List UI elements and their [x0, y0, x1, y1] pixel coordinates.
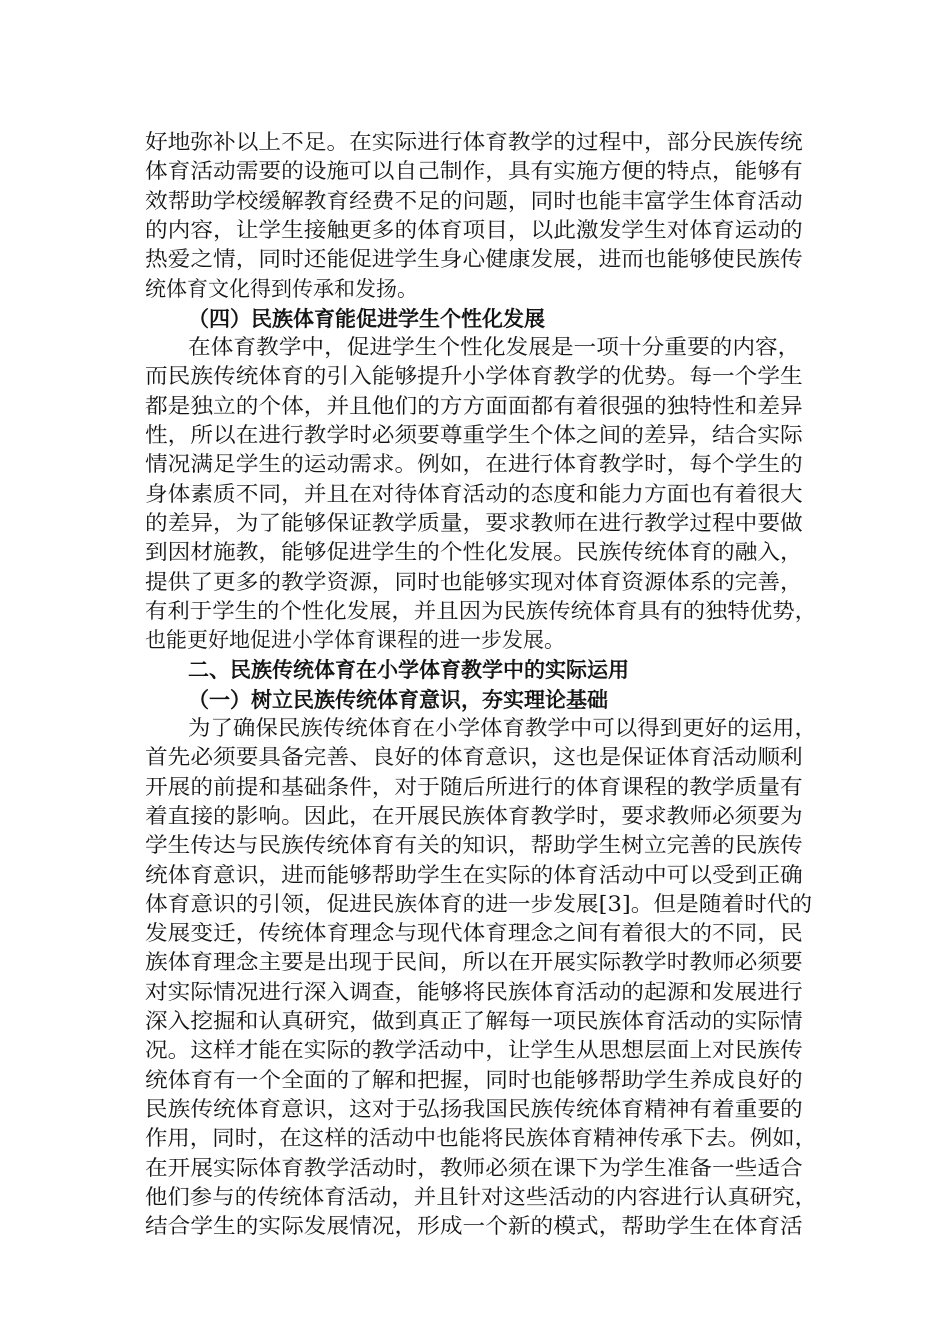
- body-text-line: 深入挖掘和认真研究，做到真正了解每一项民族体育活动的实际情: [145, 1009, 803, 1033]
- body-text-line: 统体育有一个全面的了解和把握，同时也能够帮助学生养成良好的: [145, 1068, 803, 1092]
- body-text-line: 提供了更多的教学资源，同时也能够实现对体育资源体系的完善，: [145, 570, 803, 594]
- body-text-line: 作用，同时，在这样的活动中也能将民族体育精神传承下去。例如，: [145, 1126, 818, 1150]
- body-text-line: 在体育教学中，促进学生个性化发展是一项十分重要的内容，: [188, 335, 801, 359]
- body-text-line: 民族传统体育意识，这对于弘扬我国民族传统体育精神有着重要的: [145, 1097, 803, 1121]
- body-text-line: 对实际情况进行深入调查，能够将民族体育活动的起源和发展进行: [145, 980, 803, 1004]
- body-text-line: 身体素质不同，并且在对待体育活动的态度和能力方面也有着很大: [145, 482, 803, 506]
- body-text-line: 体育意识的引领，促进民族体育的进一步发展[3]。但是随着时代的: [145, 892, 813, 916]
- body-text-line: 首先必须要具备完善、良好的体育意识，这也是保证体育活动顺利: [145, 745, 803, 769]
- body-text-line: 着直接的影响。因此，在开展民族体育教学时，要求教师必须要为: [145, 804, 803, 828]
- body-text-line: 效帮助学校缓解教育经费不足的问题，同时也能丰富学生体育活动: [145, 189, 803, 213]
- body-text-line: 族体育理念主要是出现于民间，所以在开展实际教学时教师必须要: [145, 950, 803, 974]
- body-text-line: 性，所以在进行教学时必须要尊重学生个体之间的差异，结合实际: [145, 423, 803, 447]
- body-text-line: 为了确保民族传统体育在小学体育教学中可以得到更好的运用，: [188, 716, 817, 740]
- body-text-line: 发展变迁，传统体育理念与现代体育理念之间有着很大的不同，民: [145, 921, 803, 945]
- body-text-line: 都是独立的个体，并且他们的方方面面都有着很强的独特性和差异: [145, 394, 803, 418]
- body-text-line: 在开展实际体育教学活动时，教师必须在课下为学生准备一些适合: [145, 1156, 803, 1180]
- body-text-line: 有利于学生的个性化发展，并且因为民族传统体育具有的独特优势，: [145, 599, 818, 623]
- body-text-line: 统体育意识，进而能够帮助学生在实际的体育活动中可以受到正确: [145, 863, 803, 887]
- section-heading: （四）民族体育能促进学生个性化发展: [188, 306, 545, 331]
- body-text-line: 也能更好地促进小学体育课程的进一步发展。: [145, 628, 565, 652]
- body-text-line: 学生传达与民族传统体育有关的知识，帮助学生树立完善的民族传: [145, 833, 803, 857]
- section-heading: 二、民族传统体育在小学体育教学中的实际运用: [188, 657, 629, 682]
- body-text-line: 热爱之情，同时还能促进学生身心健康发展，进而也能够使民族传: [145, 247, 803, 271]
- body-text-line: 结合学生的实际发展情况，形成一个新的模式，帮助学生在体育活: [145, 1214, 803, 1238]
- body-text-line: 好地弥补以上不足。在实际进行体育教学的过程中，部分民族传统: [145, 130, 803, 154]
- body-text-line: 到因材施教，能够促进学生的个性化发展。民族传统体育的融入，: [145, 540, 803, 564]
- body-text-line: 开展的前提和基础条件，对于随后所进行的体育课程的教学质量有: [145, 775, 803, 799]
- body-text-line: 他们参与的传统体育活动，并且针对这些活动的内容进行认真研究，: [145, 1185, 818, 1209]
- section-heading: （一）树立民族传统体育意识，夯实理论基础: [188, 687, 608, 712]
- body-text-line: 统体育文化得到传承和发扬。: [145, 277, 418, 301]
- body-text-line: 情况满足学生的运动需求。例如，在进行体育教学时，每个学生的: [145, 452, 803, 476]
- body-text-line: 的差异，为了能够保证教学质量，要求教师在进行教学过程中要做: [145, 511, 803, 535]
- body-text-line: 而民族传统体育的引入能够提升小学体育教学的优势。每一个学生: [145, 364, 803, 388]
- body-text-line: 况。这样才能在实际的教学活动中，让学生从思想层面上对民族传: [145, 1038, 803, 1062]
- body-text-line: 的内容，让学生接触更多的体育项目，以此激发学生对体育运动的: [145, 218, 803, 242]
- body-text-line: 体育活动需要的设施可以自己制作，具有实施方便的特点，能够有: [145, 159, 803, 183]
